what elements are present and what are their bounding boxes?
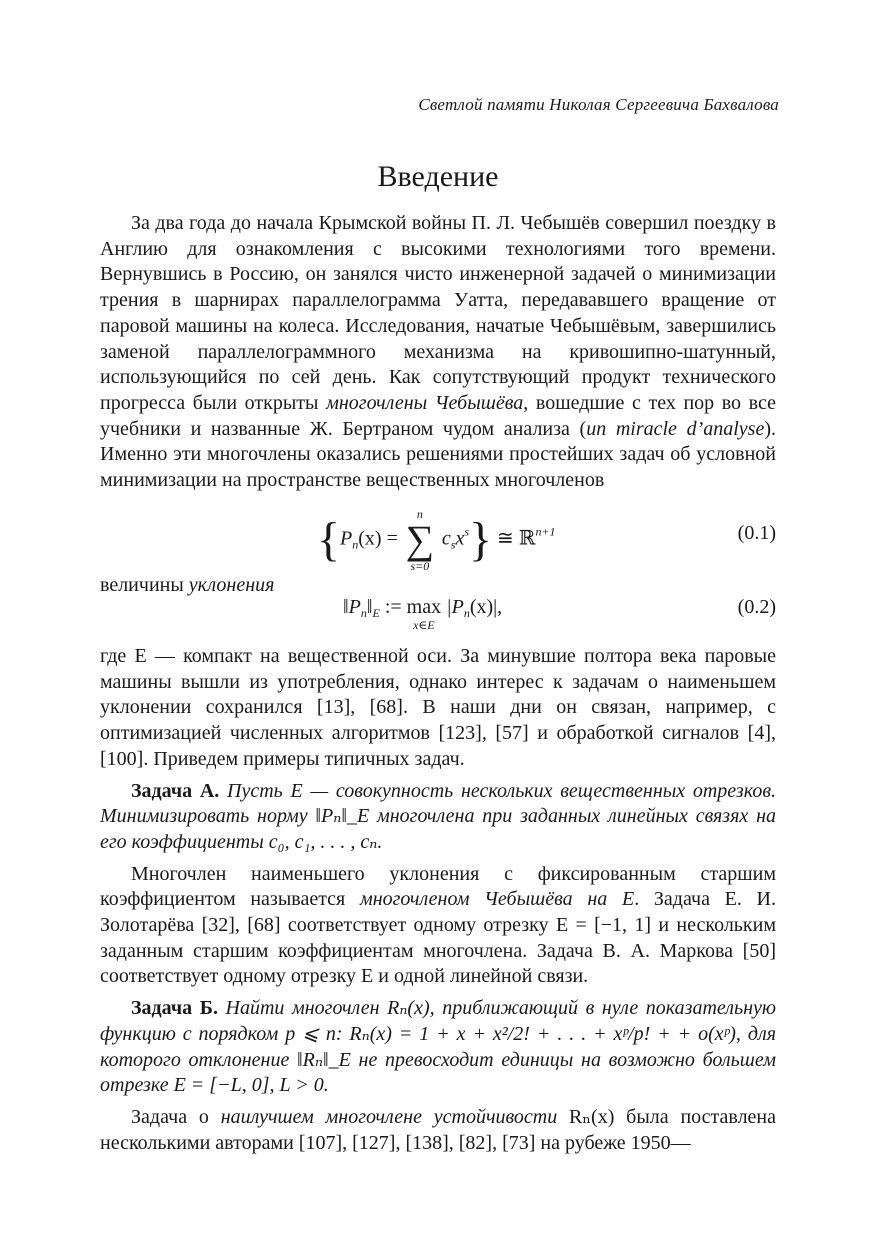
eq2-rhs-sub-n: n [463,606,470,620]
after-eq1-text: величины [100,574,189,596]
paragraph-chebyshev-poly [100,862,776,991]
eq2-assign: := [384,596,402,618]
body-text [100,644,776,1156]
task-b [100,996,776,1099]
eq1-sub-s: s [450,537,456,552]
eq1-x: x [455,527,465,550]
eq1-sup-s: s [464,524,469,539]
paragraph-stability [100,1105,776,1156]
eq1-P: P [340,527,353,550]
p4-emphasis: наилучшем многочлене устойчивости [220,1105,558,1128]
left-brace: { [317,513,341,566]
task-a-label: Задача А. [131,779,220,802]
sum-lower-limit: s=0 [410,559,430,573]
sum-operator [402,508,438,572]
p4-text-2: Rₙ(x) была поставлена несколькими авторами [107], [127], [138], [82], [73] на рубеже 1950— [100,1105,777,1154]
sigma-symbol: ∑ [405,517,435,562]
task-a [100,779,776,856]
p3-text-1: Многочлен наименьшего уклонения с фиксированным старшим коэффициентом называется [100,862,776,911]
eq1-iso-R: ≅ ℝ [497,527,536,550]
task-b-label: Задача Б. [131,997,218,1020]
equation-0-1 [100,508,776,572]
p3-emphasis: многочленом Чебышёва на E [359,888,635,911]
section-title: Введение [377,160,499,193]
equation-0-2 [100,596,776,636]
intro-paragraph [100,211,776,494]
eq1-sub-n: n [352,537,359,552]
p4-text-1: Задача о [131,1105,221,1128]
equation-number-0-1: (0.1) [737,522,776,544]
eq2-sub-n: n [360,606,367,620]
p3-text-2: . Задача Е. И. Золотарёва [32], [68] соответствует одному отрезку E = [−1, 1] и нескольким заданным старшим коэффициентам многочлена. Задача В. А. Маркова [50] соответствует одному отрезку E и одной линейной связи. [100,888,776,988]
intro-emphasis-miracle: un miracle d’analyse [586,417,765,440]
eq2-norm-close: ‖ [366,596,373,618]
eq2-rhs-tail: (x)|, [469,596,503,618]
intro-text-1: За два года до начала Крымской войны П. Л. Чебышёв совершил поездку в Англию для ознакомления с высокими технологиями того времени. Вернувшись в Россию, он занялся чисто инженерной задачей о минимизации трения в шарнирах параллелограмма Уатта, передававшего вращение от паровой машины на колеса. Исследования, начатые Чебышёвым, завершились заменой параллелограммного механизма на кривошипно-шатунный, использующийся по сей день. Как сопутствующий продукт технического прогресса были открыты [100,212,776,414]
right-brace: } [469,513,493,566]
epigraph: Светлой памяти Николая Сергеевича Бахвалова [418,95,779,114]
after-eq1-line [100,573,776,599]
max-subscript: x∈E [413,618,435,632]
task-b-text: Найти многочлен Rₙ(x), приближающий в нуле показательную функцию с порядком p ⩽ n: Rₙ(x) = 1 + x + x²/2! + . . . + xᵖ/p! + + o(xᵖ), для которого отклонение ‖Rₙ‖_E не превосходит единицы на возможно большем отрезке E = [−L, 0], L > 0. [100,997,776,1097]
eq2-rhs-P: |P [446,596,464,618]
intro-text-2: , вошедшие с тех пор во все учебники и названные Ж. Бертраном чудом анализа ( [100,391,776,440]
max-operator [407,596,441,631]
paragraph-applications: где E — компакт на вещественной оси. За минувшие полтора века паровые машины вышли из употребления, однако интерес к задачам о наименьшем уклонении сохранился [13], [68]. В наши дни он связан, например, с оптимизацией численных алгоритмов [123], [57] и обработкой сигналов [4], [100]. Приведем примеры типичных задач. [100,645,776,770]
task-a-text: Пусть E — совокупность нескольких вещественных отрезков. Минимизировать норму ‖Pₙ‖_E многочлена при заданных линейных связях на его коэффициенты c₀, c₁, . . . , cₙ. [100,779,776,853]
max-word: max [406,596,442,618]
sum-upper-limit: n [416,507,423,521]
intro-emphasis-chebyshev: многочлены Чебышёва [326,391,524,414]
eq1-c: c [441,527,451,550]
eq1-dim: n+1 [535,524,556,539]
after-eq1-emphasis: уклонения [188,574,275,596]
equation-number-0-2: (0.2) [737,596,776,618]
eq2-sub-E: E [372,606,380,620]
eq1-arg: (x) = [358,527,398,550]
eq2-norm-open: ‖P [343,596,361,618]
intro-text-3: ). Именно эти многочлены оказались решениями простейших задач об условной минимизации на пространстве вещественных многочленов [100,417,776,492]
